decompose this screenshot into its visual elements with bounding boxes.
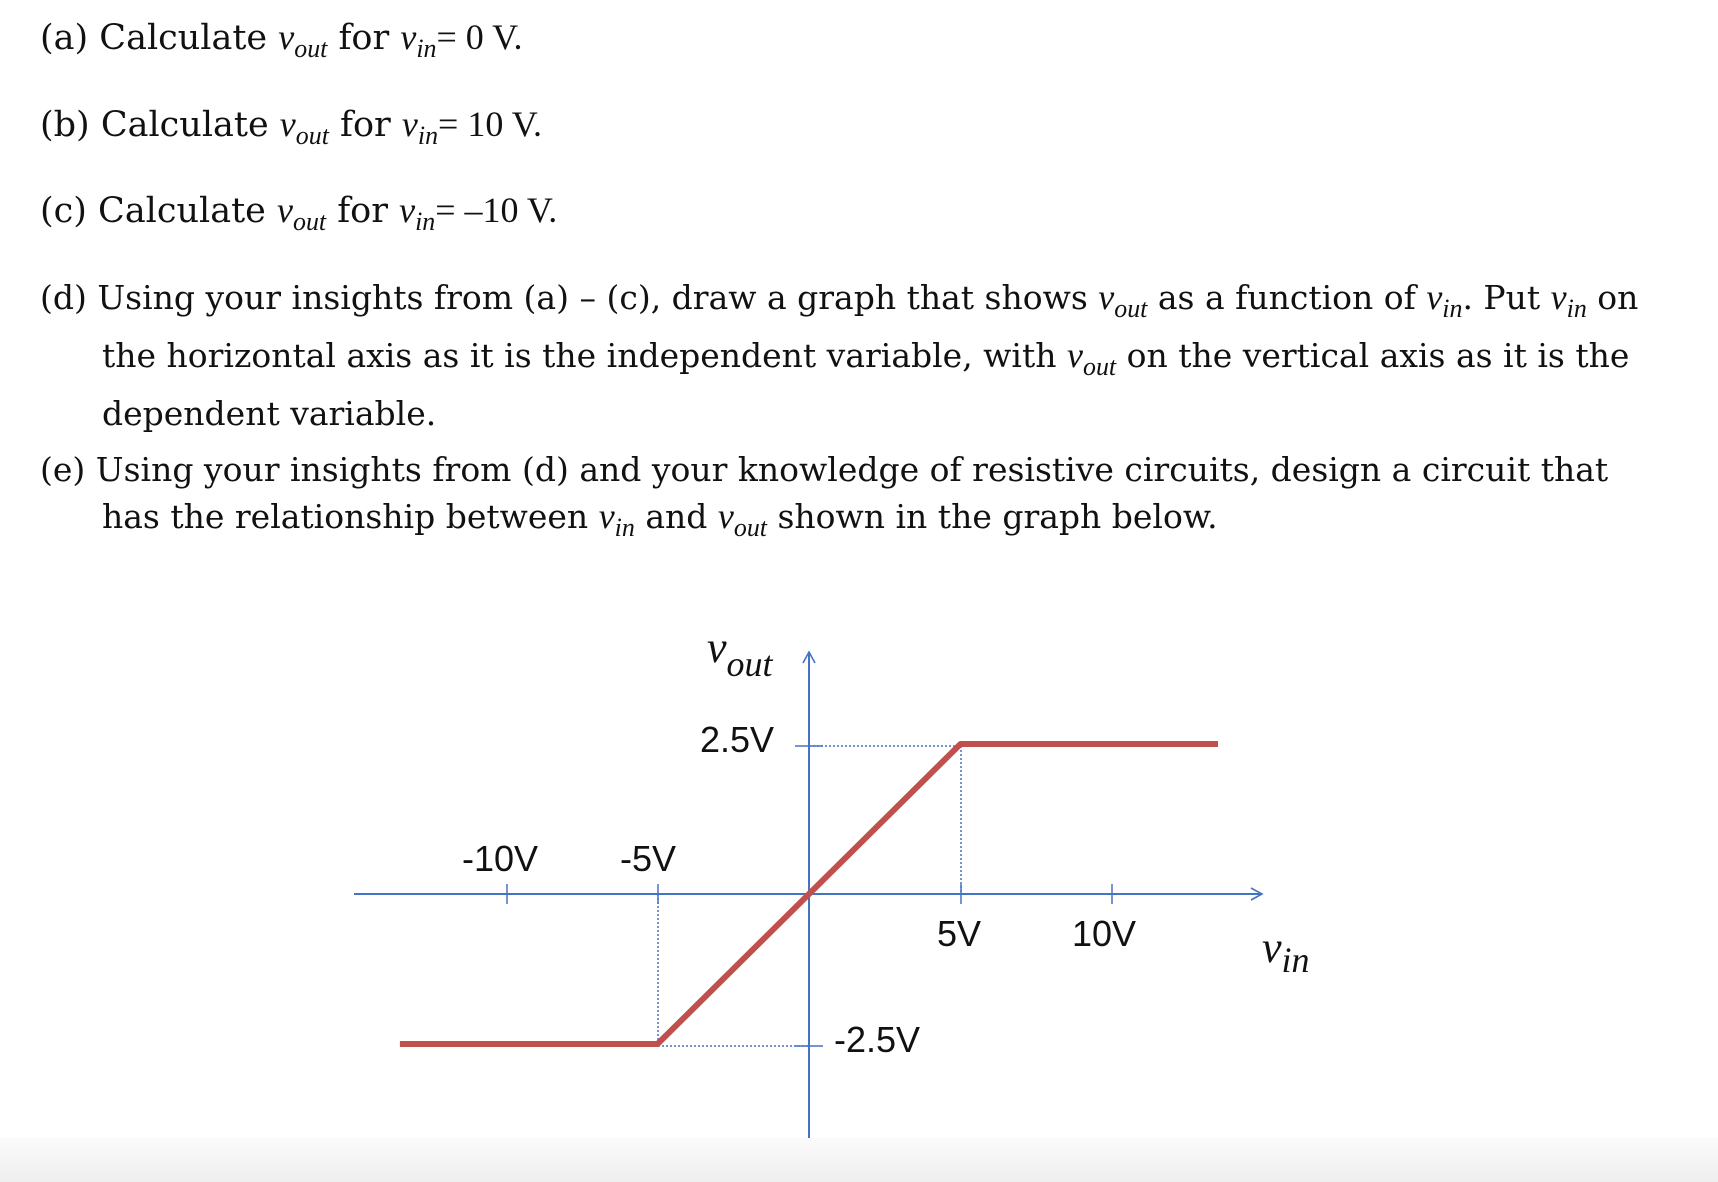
var-vin: $v_{in}$: [1426, 277, 1463, 323]
question-a: (a) Calculate $v_{out}$ for $v_{in}= 0$ V.: [40, 17, 523, 63]
y-tick-label: -2.5V: [834, 1019, 921, 1060]
x-axis-label: $v_{in}$: [1262, 923, 1310, 980]
x-tick-label: -5V: [619, 838, 677, 879]
question-b-text: (b) Calculate: [40, 105, 280, 145]
var-vin: $v_{in}$: [1550, 277, 1587, 323]
x-tick-label: 10V: [1071, 913, 1137, 954]
y-axis-label: $v_{out}$: [707, 623, 773, 684]
var-vout: $v_{out}$: [1098, 277, 1148, 323]
question-c-text: (c) Calculate: [40, 191, 277, 231]
question-d: (d) Using your insights from (a) – (c), draw a graph that shows $v_{out}$ as a function of $v_{in}$. Put $v_{in}$ on the horizontal axis as it is the independent variable, with $v_{out}$ on the vertical axis as it is the dependent variable.: [40, 274, 1638, 437]
question-b: (b) Calculate $v_{out}$ for $v_{in}= 10$ V.: [40, 104, 543, 150]
question-d-line2: the horizontal axis as it is the independent variable, with $v_{out}$ on the vertical axis as it is the: [102, 334, 1630, 381]
var-vout: $v_{out}$: [279, 104, 329, 150]
y-tick-label: 2.5V: [699, 719, 774, 760]
var-vout: $v_{out}$: [277, 190, 327, 236]
var-vin: $v_{in}$: [399, 190, 436, 236]
question-e: (e) Using your insights from (d) and your knowledge of resistive circuits, design a circuit that has the relationship between $v_{in}$ and $v_{out}$ shown in the graph below.: [40, 446, 1608, 551]
question-c: (c) Calculate $v_{out}$ for $v_{in}= -10$ V.: [40, 190, 558, 236]
bottom-bar: [0, 1138, 1718, 1182]
question-b-value: = 10 V.: [438, 104, 543, 144]
x-tick-label: 5V: [936, 913, 982, 954]
question-a-text: (a) Calculate: [40, 18, 279, 58]
var-vout: $v_{out}$: [278, 17, 328, 63]
question-c-value: = –10 V.: [435, 190, 558, 230]
x-tick-label: -10V: [461, 838, 539, 879]
var-vin: $v_{in}$: [400, 17, 437, 63]
question-e-line2: has the relationship between $v_{in}$ and $v_{out}$ shown in the graph below.: [102, 496, 1218, 542]
var-vin: $v_{in}$: [598, 496, 635, 542]
var-vin: $v_{in}$: [401, 104, 439, 150]
var-vout: $v_{out}$: [717, 496, 767, 542]
question-a-value: = 0 V.: [436, 17, 523, 57]
var-vout: $v_{out}$: [1067, 334, 1117, 381]
question-d-line3: dependent variable.: [102, 393, 437, 433]
